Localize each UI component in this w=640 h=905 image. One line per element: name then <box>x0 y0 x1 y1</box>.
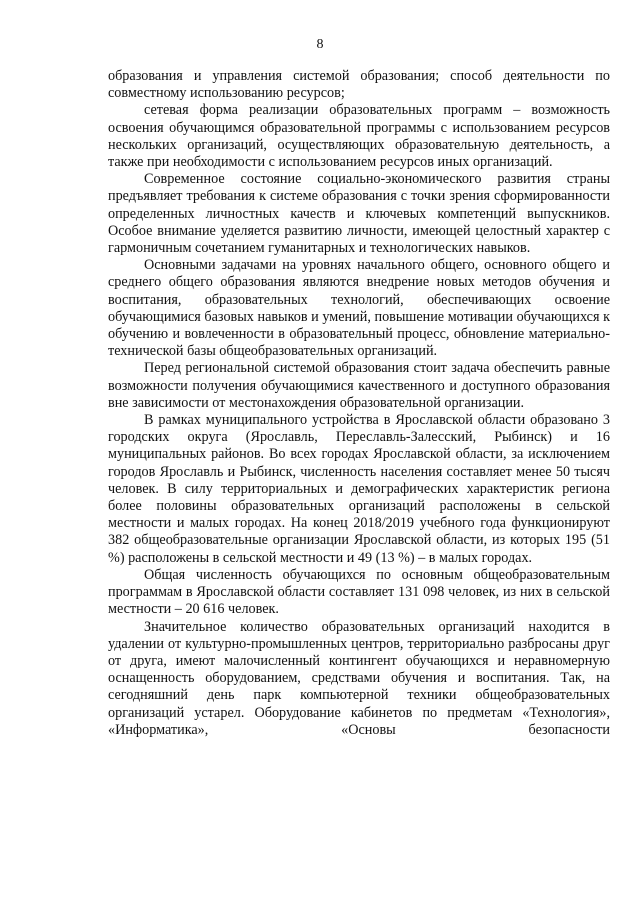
paragraph: образования и управления системой образования; способ деятельности по совместному использованию ресурсов; <box>108 68 610 102</box>
paragraph: Перед региональной системой образования стоит задача обеспечить равные возможности получения обучающимися качественного и доступного образования вне зависимости от местонахождения образовательной организации. <box>108 360 610 411</box>
paragraph: Значительное количество образовательных организаций находится в удалении от культурно-промышленных центров, территориально разбросаны друг от друга, имеют малочисленный контингент обучающихся и неравномерную оснащенность оборудованием, средствами обучения и воспитания. Так, на сегодняшний день парк компьютерной техники общеобразовательных организаций устарел. Оборудование кабинетов по предметам «Технология», «Информатика», «Основы безопасности <box>108 618 610 738</box>
paragraph: Современное состояние социально-экономического развития страны предъявляет требования к системе образования с точки зрения сформированности определенных личностных качеств и ключевых компетенций выпускников. Особое внимание уделяется развитию личности, имеющей целостный характер с гармоничным сочетанием гуманитарных и технологических навыков. <box>108 171 610 257</box>
body-text <box>108 68 610 739</box>
paragraph: В рамках муниципального устройства в Ярославской области образовано 3 городских округа (Ярославль, Переславль-Залесский, Рыбинск) и 16 муниципальных районов. Во всех городах Ярославской области, за исключением городов Ярославль и Рыбинск, численность населения составляет менее 50 тысяч человек. В силу территориальных и демографических характеристик региона более половины образовательных организаций расположены в сельской местности и малых городах. На конец 2018/2019 учебного года функционируют 382 общеобразовательные организации Ярославской области, из которых 195 (51 %) расположены в сельской местности и 49 (13 %) – в малых городах. <box>108 412 610 566</box>
page-number: 8 <box>316 37 324 52</box>
paragraph: Основными задачами на уровнях начального общего, основного общего и среднего общего образования являются внедрение новых методов обучения и воспитания, образовательных технологий, обеспечивающих освоение обучающимися базовых навыков и умений, повышение мотивации обучающихся к обучению и вовлеченности в образовательный процесс, обновление материально-технической базы общеобразовательных организаций. <box>108 257 610 360</box>
paragraph: сетевая форма реализации образовательных программ – возможность освоения обучающимся образовательной программы с использованием ресурсов нескольких организаций, осуществляющих образовательную деятельность, а также при необходимости с использованием ресурсов иных организаций. <box>108 102 610 171</box>
paragraph: Общая численность обучающихся по основным общеобразовательным программам в Ярославской области составляет 131 098 человек, из них в сельской местности – 20 616 человек. <box>108 566 610 618</box>
